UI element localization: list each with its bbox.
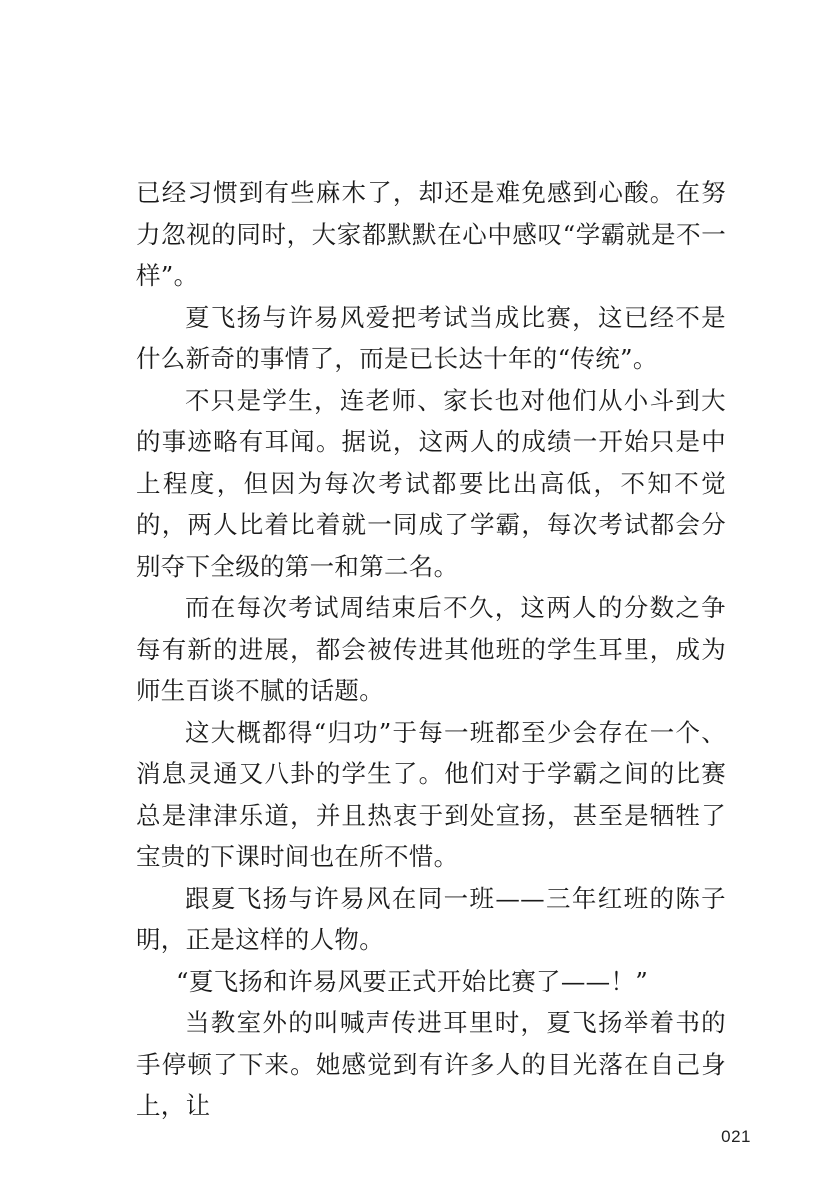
paragraph-1: 已经习惯到有些麻木了，却还是难免感到心酸。在努力忽视的同时，大家都默默在心中感叹“学霸就是不一样”。 — [136, 178, 726, 290]
paragraph-7-dialogue: “夏飞扬和许易风要正式开始比赛了——！” — [176, 966, 649, 996]
paragraph-3: 不只是学生，连老师、家长也对他们从小斗到大的事迹略有耳闻。据说，这两人的成绩一开始只是中上程度，但因为每次考试都要比出高低，不知不觉的，两人比着比着就一同成了学霸，每次考试都会分别夺下全级的第一和第二名。 — [136, 385, 726, 581]
paragraph-6: 跟夏飞扬与许易风在同一班——三年红班的陈子明，正是这样的人物。 — [136, 883, 726, 954]
paragraph-5: 这大概都得“归功”于每一班都至少会存在一个、消息灵通又八卦的学生了。他们对于学霸之间的比赛总是津津乐道，并且热衷于到处宣扬，甚至是牺牲了宝贵的下课时间也在所不惜。 — [136, 717, 726, 871]
paragraph-4: 而在每次考试周结束后不久，这两人的分数之争每有新的进展，都会被传进其他班的学生耳里，成为师生百谈不腻的话题。 — [136, 593, 726, 705]
paragraph-8: 当教室外的叫喊声传进耳里时，夏飞扬举着书的手停顿了下来。她感觉到有许多人的目光落在自己身上，让 — [136, 1008, 726, 1120]
page-number: 021 — [721, 1127, 751, 1146]
paragraph-2: 夏飞扬与许易风爱把考试当成比赛，这已经不是什么新奇的事情了，而是已长达十年的“传统”。 — [136, 302, 726, 373]
page-body — [136, 172, 726, 1127]
